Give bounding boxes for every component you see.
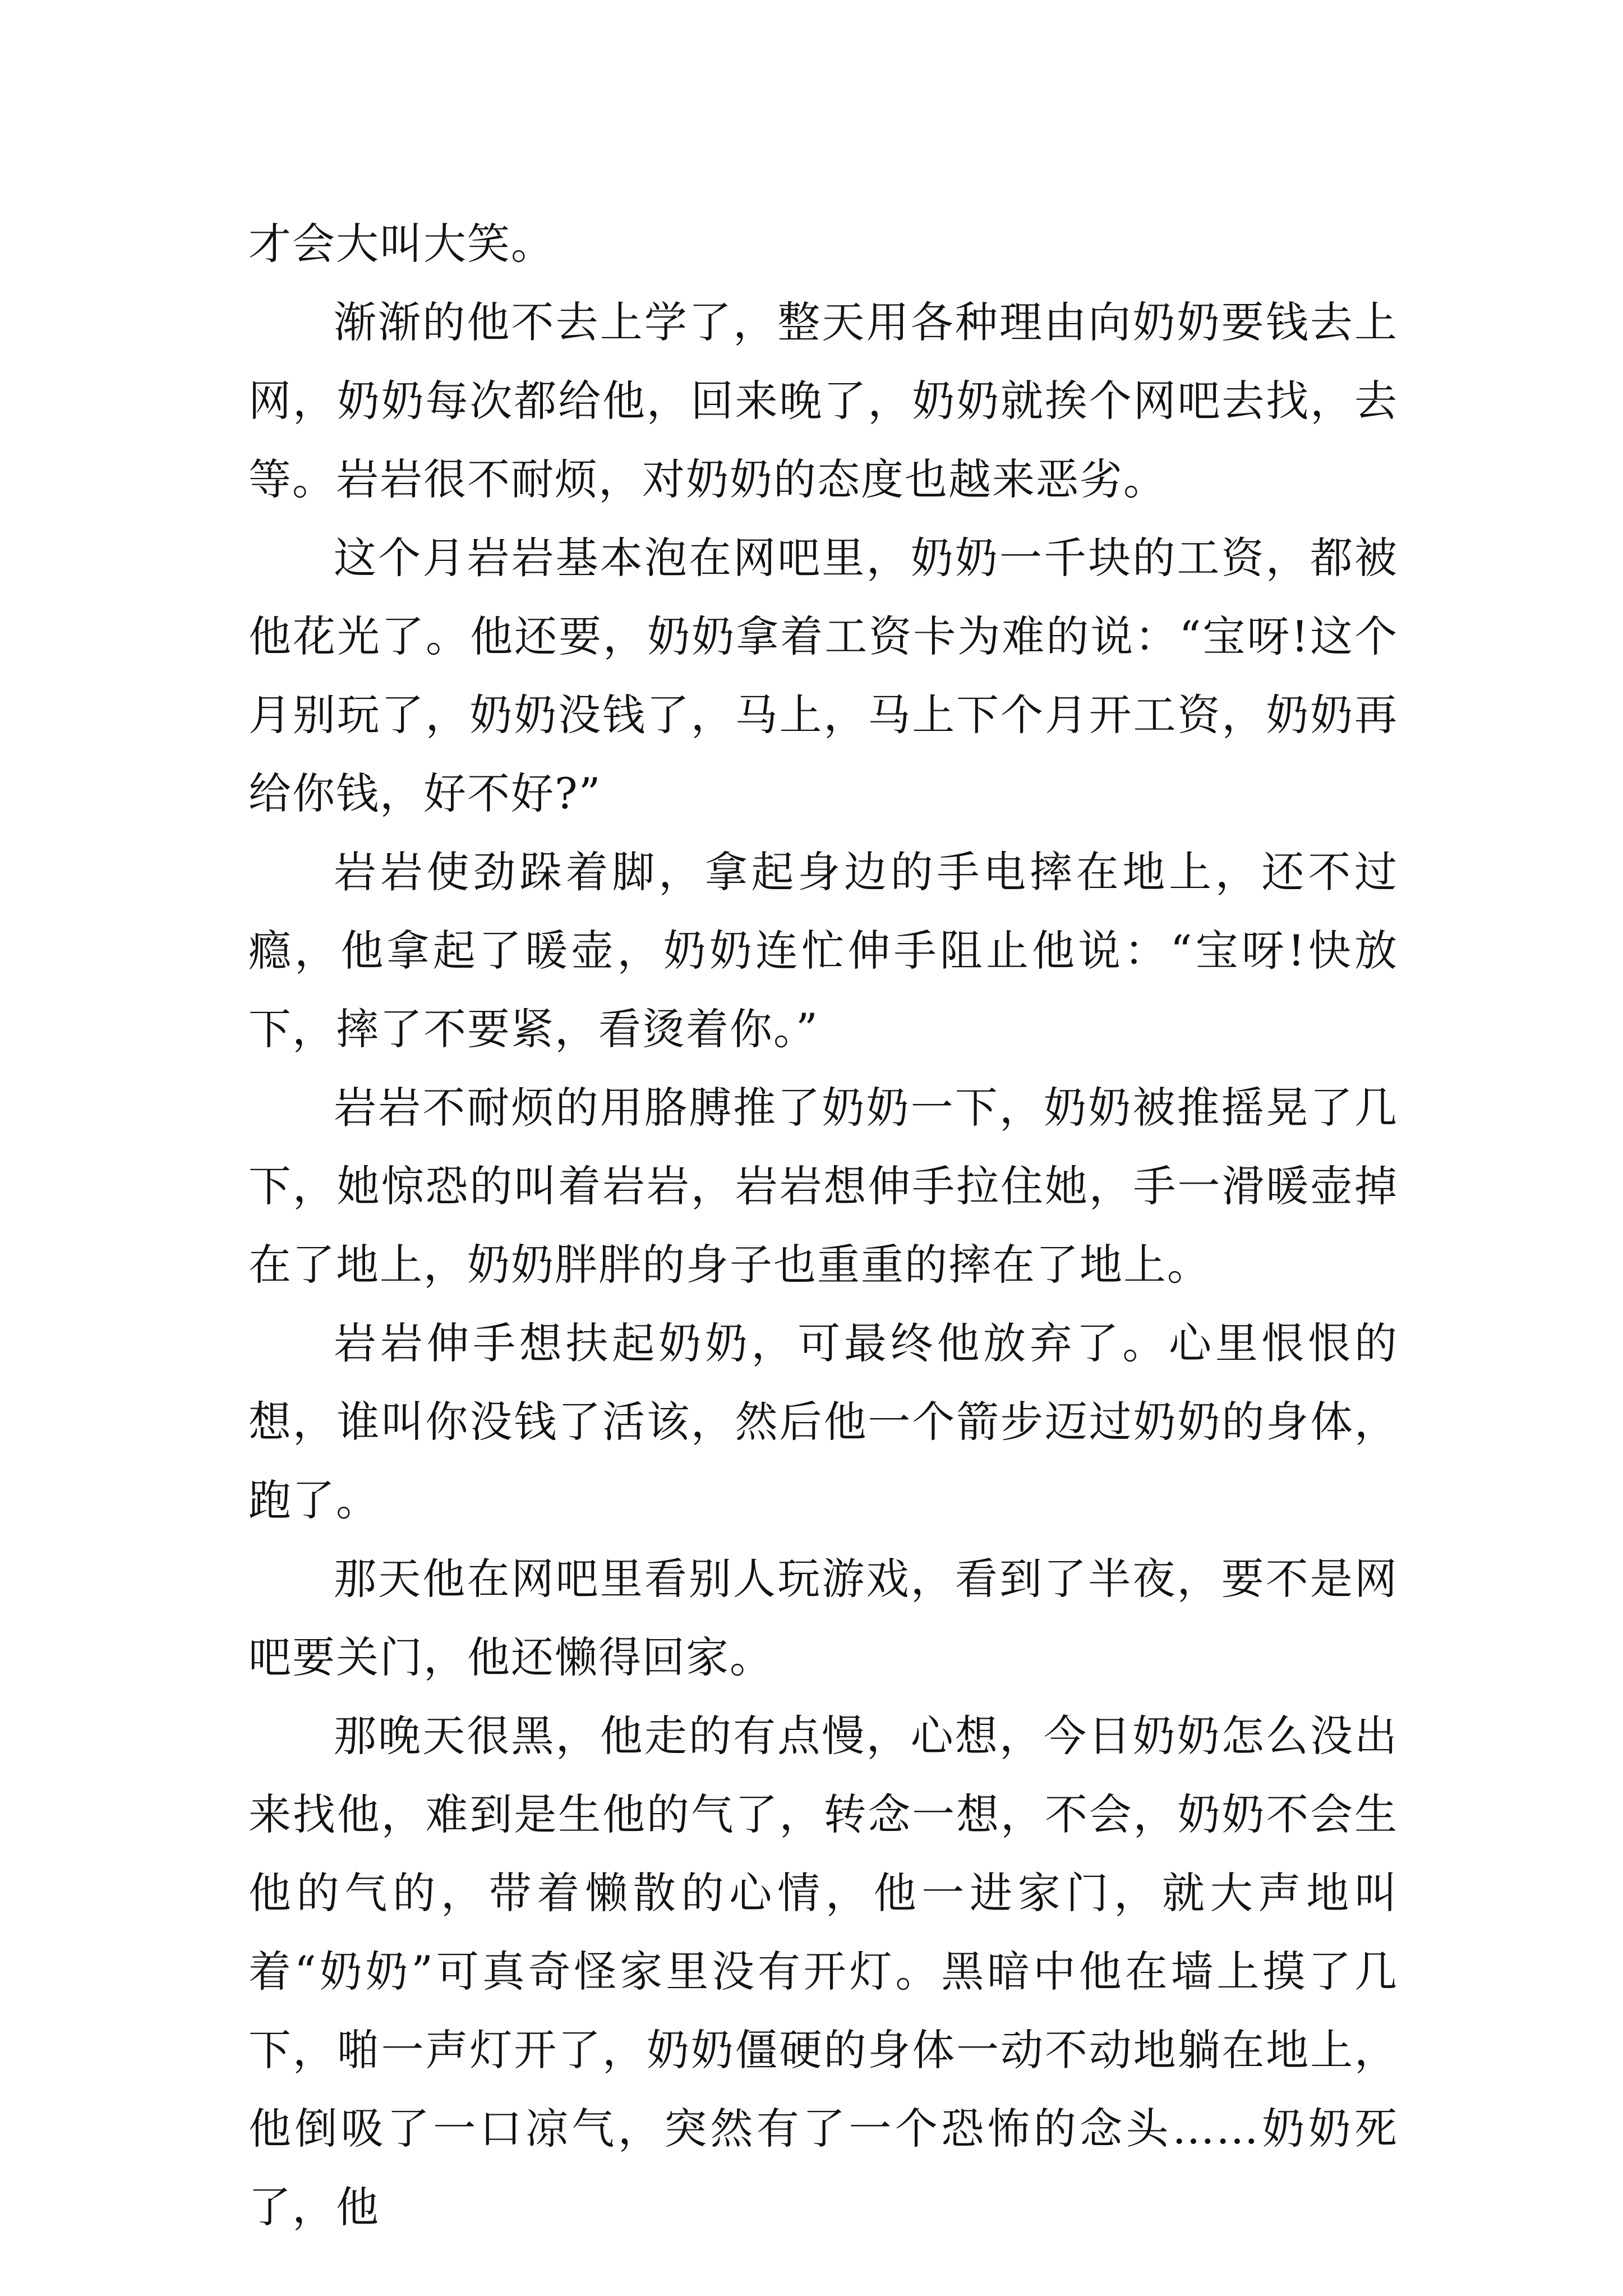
paragraph-8: 那晚天很黑，他走的有点慢，心想，今日奶奶怎么没出来找他，难到是生他的气了，转念一想，不会，奶奶不会生他的气的，带着懒散的心情，他一进家门，就大声地叫着“奶奶”可真奇怪家里没有开灯。黑暗中他在墙上摸了几下，啪一声灯开了，奶奶僵硬的身体一动不动地躺在地上，他倒吸了一口凉气，突然有了一个恐怖的念头……奶奶死了，他 <box>248 1711 1398 2232</box>
paragraph-2: 渐渐的他不去上学了，整天用各种理由向奶奶要钱去上网，奶奶每次都给他，回来晚了，奶奶就挨个网吧去找，去等。岩岩很不耐烦，对奶奶的态度也越来恶劣。 <box>248 297 1398 504</box>
paragraph-4: 岩岩使劲跺着脚，拿起身边的手电摔在地上，还不过瘾，他拿起了暖壶，奶奶连忙伸手阻止他说：“宝呀!快放下，摔了不要紧，看烫着你。” <box>248 847 1398 1054</box>
paragraph-3: 这个月岩岩基本泡在网吧里，奶奶一千块的工资，都被他花光了。他还要，奶奶拿着工资卡为难的说：“宝呀!这个月别玩了，奶奶没钱了，马上，马上下个月开工资，奶奶再给你钱，好不好?” <box>248 533 1398 818</box>
body-text <box>248 205 1398 2247</box>
paragraph-5: 岩岩不耐烦的用胳膊推了奶奶一下，奶奶被推摇晃了几下，她惊恐的叫着岩岩，岩岩想伸手拉住她，手一滑暖壶掉在了地上，奶奶胖胖的身子也重重的摔在了地上。 <box>248 1083 1398 1290</box>
paragraph-6: 岩岩伸手想扶起奶奶，可最终他放弃了。心里恨恨的想，谁叫你没钱了活该，然后他一个箭步迈过奶奶的身体，跑了。 <box>248 1318 1398 1525</box>
paragraph-7: 那天他在网吧里看别人玩游戏，看到了半夜，要不是网吧要关门，他还懒得回家。 <box>248 1554 1398 1682</box>
paragraph-1: 才会大叫大笑。 <box>248 219 555 269</box>
